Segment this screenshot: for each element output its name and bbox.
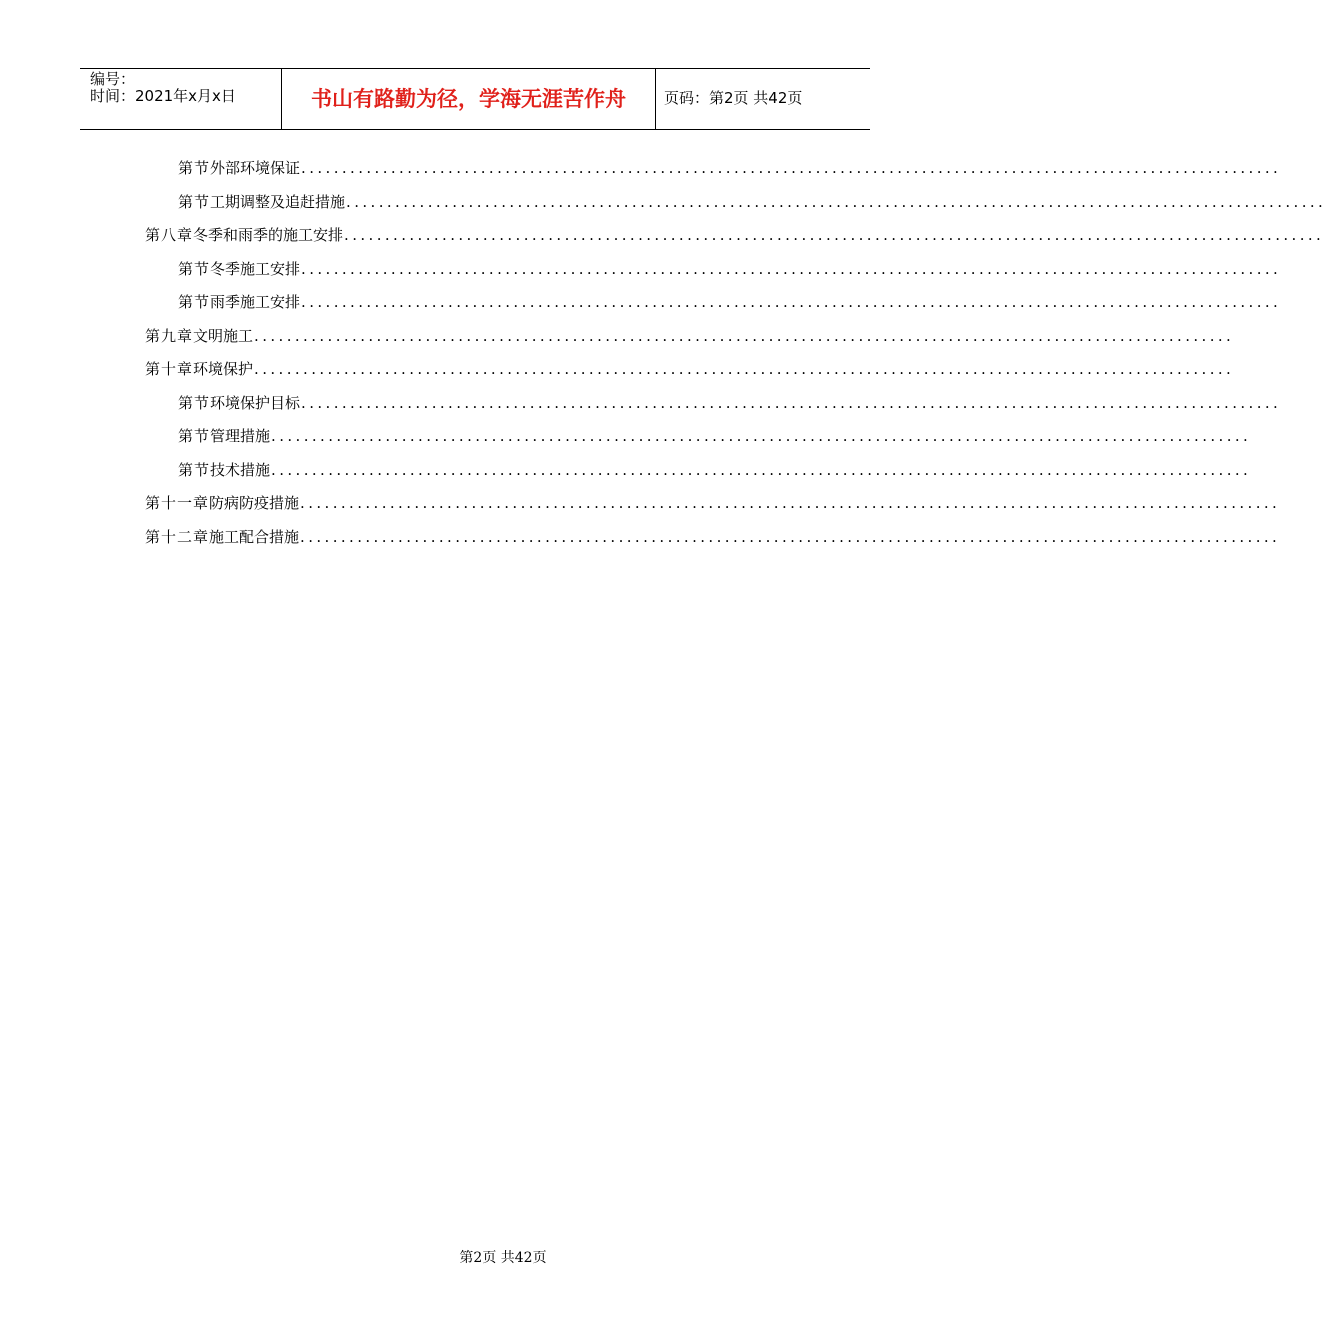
header-page-info: 页码：第2页 共42页 [664, 89, 803, 107]
toc-entry-title: 工期调整及追赶措施 [210, 193, 346, 211]
toc-chapter-entry[interactable] [145, 358, 1235, 380]
toc-section-entry[interactable] [178, 425, 1252, 447]
toc-entry-number: 第节 [178, 461, 211, 479]
toc-entry-number: 第节 [178, 394, 211, 412]
toc-dot-leader: ........................................................................................................................ [301, 159, 1282, 177]
toc-section-entry[interactable] [178, 191, 1326, 213]
toc-section-entry[interactable] [178, 157, 1282, 179]
toc-dot-leader: ........................................................................................................................ [344, 226, 1325, 244]
toc-entry-number: 第节 [178, 293, 211, 311]
toc-dot-leader: ........................................................................................................................ [254, 327, 1235, 345]
toc-entry-number: 第节 [178, 159, 211, 177]
toc-entry-title: 施工配合措施 [209, 528, 300, 546]
toc-section-entry[interactable] [178, 459, 1252, 481]
toc-entry-number: 第十章 [145, 360, 194, 378]
toc-section-entry[interactable] [178, 392, 1282, 414]
toc-dot-leader: ........................................................................................................................ [301, 293, 1282, 311]
toc-entry-title: 技术措施 [210, 461, 271, 479]
document-time-label: 时间：2021年x月x日 [90, 87, 236, 105]
toc-dot-leader: ........................................................................................................................ [301, 394, 1282, 412]
toc-chapter-entry[interactable] [145, 492, 1281, 514]
toc-entry-title: 防病防疫措施 [209, 494, 300, 512]
toc-entry-number: 第十二章 [145, 528, 210, 546]
toc-entry-number: 第节 [178, 427, 211, 445]
toc-dot-leader: ........................................................................................................................ [301, 260, 1282, 278]
toc-entry-title: 雨季施工安排 [210, 293, 301, 311]
document-number-label: 编号： [90, 70, 136, 88]
header-meta [80, 69, 280, 129]
toc-entry-number: 第节 [178, 260, 211, 278]
toc-entry-number: 第八章 [145, 226, 194, 244]
toc-entry-number: 第九章 [145, 327, 194, 345]
toc-entry-title: 环境保护 [193, 360, 254, 378]
page-header [80, 68, 870, 130]
toc-entry-number: 第十一章 [145, 494, 210, 512]
toc-section-entry[interactable] [178, 291, 1282, 313]
toc-dot-leader: ........................................................................................................................ [271, 461, 1252, 479]
toc-dot-leader: ........................................................................................................................ [271, 427, 1252, 445]
toc-entry-title: 文明施工 [193, 327, 254, 345]
toc-chapter-entry[interactable] [145, 325, 1235, 347]
header-page-cell [655, 69, 870, 129]
toc-entry-title: 环境保护目标 [210, 394, 301, 412]
toc-entry-number: 第节 [178, 193, 211, 211]
toc-dot-leader: ........................................................................................................................ [300, 494, 1281, 512]
header-motto-cell [281, 69, 656, 129]
toc-entry-title: 冬季和雨季的施工安排 [193, 226, 344, 244]
toc-dot-leader: ........................................................................................................................ [254, 360, 1235, 378]
toc-chapter-entry[interactable] [145, 224, 1325, 246]
toc-chapter-entry[interactable] [145, 526, 1281, 548]
page-footer: 第2页 共42页 [459, 1250, 547, 1266]
header-motto: 书山有路勤为径，学海无涯苦作舟 [311, 87, 626, 111]
toc-dot-leader: ........................................................................................................................ [300, 528, 1281, 546]
toc-section-entry[interactable] [178, 258, 1282, 280]
toc-entry-title: 外部环境保证 [210, 159, 301, 177]
toc-entry-title: 管理措施 [210, 427, 271, 445]
toc-entry-title: 冬季施工安排 [210, 260, 301, 278]
toc-dot-leader: ........................................................................................................................ [346, 193, 1326, 211]
